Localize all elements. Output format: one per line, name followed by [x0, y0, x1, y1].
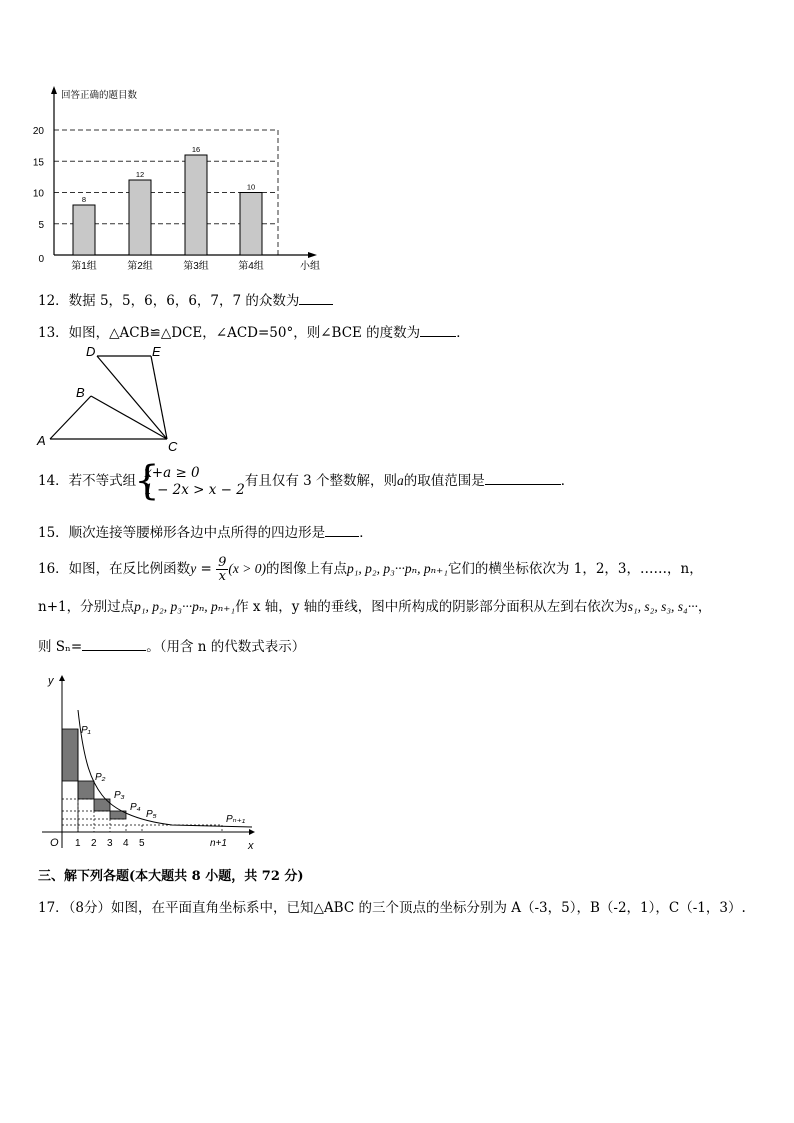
x-axis-label: 小组 [300, 261, 320, 272]
q15-text: 15．顺次连接等腰梯形各边中点所得的四边形是 [38, 525, 326, 541]
tick-2: 2 [91, 838, 97, 849]
inequality-row-2: 1 − 2x > x − 2 [144, 481, 245, 498]
x-tick-4: 第4组 [238, 261, 264, 272]
bar-value-label-4: 10 [246, 182, 256, 192]
question-16-line-2 [38, 598, 711, 616]
tick-1: 1 [75, 838, 81, 849]
q16-l2-a: n+1，分别过点 [38, 599, 135, 615]
triangle-figure [34, 342, 194, 454]
label-P2: P₂ [95, 772, 106, 783]
q14-prefix: 14．若不等式组 [38, 473, 137, 489]
question-12 [38, 290, 333, 310]
tick-3: 3 [107, 838, 113, 849]
question-14 [38, 457, 575, 504]
question-13 [38, 322, 470, 342]
q13-text: 13．如图，△ACB≌△DCE，∠ACD=50°，则∠BCE 的度数为 [38, 325, 421, 341]
func-fraction [216, 556, 228, 583]
q16-areas: s₁, s₂, s₃, s₄··· [627, 599, 698, 614]
y-tick-0: 0 [38, 254, 44, 265]
q16-intro: 16．如图，在反比例函数 [38, 561, 191, 577]
func-eq: = [196, 561, 217, 577]
q16-l3-b: 。（用含 n 的代数式表示） [146, 639, 306, 655]
question-15 [38, 522, 373, 542]
label-E: E [152, 344, 161, 359]
bar-3 [185, 155, 207, 255]
origin-label: O [50, 837, 59, 849]
y-tick-10: 10 [32, 188, 44, 200]
seg-EC [151, 356, 167, 439]
y-tick-5: 5 [38, 219, 44, 231]
func-numerator: 9 [218, 555, 227, 570]
bar-value-label-2: 12 [135, 170, 145, 179]
inverse-function-graph [32, 670, 264, 858]
func-y: y [190, 561, 197, 576]
y-label: y [48, 675, 54, 687]
q16-answer-blank[interactable] [82, 636, 146, 651]
label-A: A [37, 433, 46, 448]
shade-s2 [78, 781, 94, 799]
q12-text: 12．数据 5，5，6，6，6，7，7 的众数为 [38, 293, 300, 309]
label-D: D [86, 344, 96, 359]
q13-end: ． [456, 325, 470, 341]
q15-end: ． [359, 525, 373, 541]
q14-end: ． [560, 473, 575, 489]
section-3-title: 三、解下列各题(本大题共 8 小题，共 72 分) [38, 869, 304, 884]
q14-suffix: 的取值范围是 [403, 473, 485, 489]
label-B: B [76, 385, 85, 400]
shade-s1 [62, 729, 78, 781]
label-P5: P₅ [146, 809, 157, 820]
q16-l2-points: p₁, p₂, p₃···pₙ, pₙ₊₁ [134, 599, 236, 614]
func-denominator: x [218, 569, 226, 584]
bar-value-label-3: 16 [191, 145, 201, 154]
tick-4: 4 [123, 838, 129, 849]
label-P1: P₁ [81, 725, 91, 736]
seg-BC [91, 396, 167, 439]
x-tick-3: 第3组 [183, 261, 209, 272]
question-17: 17．（8分）如图，在平面直角坐标系中，已知△ABC 的三个顶点的坐标分别为 A（-3，5），B（-2，1），C（-1，3）. [38, 900, 746, 916]
x-tick-1: 第1组 [71, 261, 97, 272]
seg-DC [97, 356, 167, 439]
q16-l2-end: ， [697, 599, 712, 615]
inequality-system [134, 457, 245, 504]
q14-middle: 有且仅有 3 个整数解，则 [244, 473, 398, 489]
y-axis-arrow-icon [51, 86, 57, 94]
x-tick-2: 第2组 [127, 261, 153, 272]
inequality-row-1: x+a ≥ 0 [144, 464, 200, 481]
q13-answer-blank[interactable] [420, 322, 456, 337]
q16-points: p₁, p₂, p₃···pₙ, pₙ₊₁ [346, 561, 448, 576]
x-label: x [248, 840, 254, 852]
q16-text-c: 它们的横坐标依次为 1，2，3，……，n， [447, 561, 703, 577]
bar-chart [28, 82, 328, 277]
y-tick-15: 15 [32, 157, 44, 169]
func-domain: (x > 0) [228, 561, 266, 576]
x-axis-arrow-icon [308, 252, 317, 258]
label-C: C [168, 439, 178, 454]
question-16-line-3 [38, 636, 305, 656]
q16-text-b: 的图像上有点 [265, 561, 347, 577]
bar-1 [73, 205, 95, 255]
dotted-guides [62, 799, 222, 832]
bar-2 [129, 180, 151, 255]
y-axis-label: 回答正确的题目数 [61, 90, 138, 101]
bar-value-label-1: 8 [81, 195, 87, 204]
q15-answer-blank[interactable] [325, 522, 359, 537]
q14-answer-blank[interactable] [485, 470, 561, 485]
label-Pn1: Pₙ₊₁ [226, 814, 246, 825]
q16-l2-b: 作 x 轴，y 轴的垂线，图中所构成的阴影部分面积从左到右依次为 [235, 599, 628, 615]
question-16-line-1 [38, 554, 703, 584]
seg-AB [50, 396, 91, 439]
tick-n-plus-1: n+1 [210, 838, 227, 849]
y-tick-20: 20 [32, 126, 44, 137]
brace-icon: { [134, 457, 160, 504]
tick-5: 5 [139, 838, 145, 849]
q14-var: a [397, 473, 404, 488]
bar-4 [240, 193, 262, 256]
label-P4: P₄ [130, 802, 141, 813]
q12-answer-blank[interactable] [299, 290, 333, 305]
q16-l3-a: 则 Sₙ= [38, 639, 83, 655]
label-P3: P₃ [114, 790, 125, 801]
